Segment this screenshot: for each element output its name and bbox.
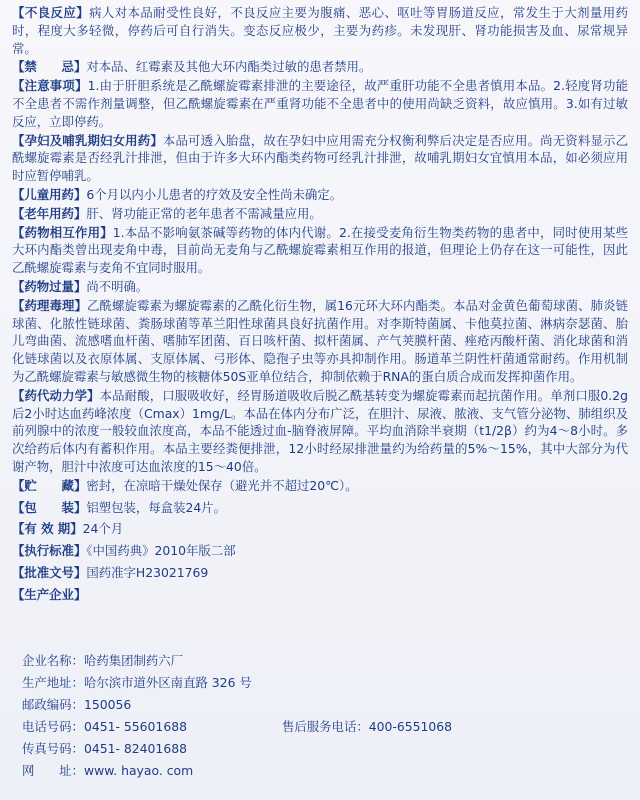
pharmacokinetics (12, 387, 628, 476)
precautions (12, 77, 628, 130)
geriatric-use (12, 205, 628, 223)
section-text: 1.由于肝胆系统是乙酰螺旋霉素排泄的主要途径，故严重肝功能不全患者慎用本品。2.轻度肾功能不全患者不需作剂量调整，但乙酰螺旋霉素在严重肾功能不全患者中的使用尚缺乏资料，故应慎用。3.如有过敏反应，立即停药。 (12, 78, 628, 129)
section-text: 对本品、红霉素及其他大环内酯类过敏的患者禁用。 (86, 59, 372, 75)
field-label: 邮政编码： (22, 697, 84, 712)
section-tag: 【包 装】 (12, 499, 87, 515)
standard (12, 542, 628, 560)
section-text: 乙酰螺旋霉素为螺旋霉素的乙酰化衍生物，属16元环大环内酯类。本品对金黄色葡萄球菌、肺炎链球菌、化脓性链球菌、粪肠球菌等革兰阳性球菌具良好抗菌作用。对李斯特菌属、卡他莫拉菌、淋病奈瑟菌、胎儿弯曲菌、流感嗜血杆菌、嗜肺军团菌、百日咳杆菌、拟杆菌属、产气荚膜杆菌、痤疮丙酸杆菌、消化球菌和消化链球菌以及衣原体属、支原体属、弓形体、隐孢子虫等亦具抑制作用。肠道革兰阴性杆菌通常耐药。作用机制为乙酰螺旋霉素与敏感微生物的核糖体50S亚单位结合，抑制依赖于RNA的蛋白质合成而发挥抑菌作用。 (12, 297, 628, 384)
section-tag: 【药代动力学】 (12, 387, 100, 403)
approval-number (12, 564, 628, 582)
field-label: 传真号码： (22, 741, 84, 756)
expiry (12, 520, 628, 538)
section-text: 病人对本品耐受性良好，不良反应主要为腹痛、恶心、呕吐等胃肠道反应，常发生于大剂量用药时，程度大多轻微，停药后可自行消失。变态反应极少，主要为药疹。未发现肝、肾功能损害及血、尿常规异常。 (12, 5, 629, 56)
manufacturer-info (22, 650, 628, 782)
service-phone-group (282, 716, 452, 738)
section-text: 《中国药典》2010年版二部 (86, 543, 236, 559)
fax-number: 0451- 82401688 (83, 741, 187, 756)
section-tag: 【老年用药】 (12, 205, 87, 221)
pharmacology-toxicology (12, 297, 628, 386)
storage (12, 477, 628, 495)
section-tag: 【药物过量】 (12, 278, 87, 294)
company-name-row (22, 650, 628, 672)
section-tag: 【贮 藏】 (12, 477, 87, 493)
phone-row (22, 716, 628, 738)
field-label: 企业名称： (22, 653, 84, 668)
section-tag: 【注意事项】 (12, 78, 88, 94)
section-text: 尚不明确。 (86, 278, 149, 294)
section-tag: 【药理毒理】 (12, 297, 88, 313)
website-row (22, 760, 628, 782)
pregnancy-lactation (12, 132, 628, 185)
postcode: 150056 (83, 697, 132, 712)
section-tag: 【执行标准】 (12, 543, 87, 559)
section-text: 本品耐酸，口服吸收好，经胃肠道吸收后脱乙酰基转变为螺旋霉素而起抗菌作用。单剂口服0.2g后2小时达血药峰浓度（Cmax）1mg/L。本品在体内分布广泛，在胆汁、尿液、脓液、支气管分泌物、肺组织及前列腺中的浓度一般较血浓度高，本品不能透过血-脑脊液屏障。平均血消除半衰期（t1/2β）约为4～8小时。多次给药后体内有蓄积作用。本品主要经粪便排泄，12小时经尿排泄量约为给药量的5%～15%，其中大部分为代谢产物，胆汁中浓度可达血浓度的15～40倍。 (12, 387, 628, 474)
section-tag: 【批准文号】 (12, 564, 87, 580)
service-phone: 400-6551068 (368, 719, 453, 734)
fax-row (22, 738, 628, 760)
section-tag: 【有 效 期】 (12, 521, 83, 537)
website: www. hayao. com (83, 763, 194, 778)
section-text: 国药准字H23021769 (86, 564, 209, 580)
packaging (12, 499, 628, 517)
field-label: 售后服务电话： (282, 719, 369, 734)
contraindications (12, 58, 628, 76)
field-label: 网 址： (22, 763, 84, 778)
section-text: 铝塑包装，每盒装24片。 (86, 499, 227, 515)
section-text: 本品可透入胎盘，故在孕妇中应用需充分权衡利弊后决定是否应用。尚无资料显示乙酰螺旋霉素是否经乳汁排泄，但由于许多大环内酯类药物可经乳汁排泄，故哺乳期妇女宜慎用本品，如必须应用时应暂停哺乳。 (12, 132, 629, 184)
section-tag: 【禁 忌】 (12, 59, 87, 75)
section-text: 24个月 (82, 521, 124, 537)
section-text: 密封，在凉暗干燥处保存（避光并不超过20℃）。 (86, 477, 358, 493)
address-row (22, 672, 628, 694)
manufacturer-heading (12, 586, 628, 604)
drug-interactions (12, 224, 628, 277)
overdose (12, 278, 628, 296)
field-label: 生产地址： (22, 675, 84, 690)
section-tag: 【药物相互作用】 (12, 224, 113, 240)
pediatric-use (12, 186, 628, 204)
company-name: 哈药集团制药六厂 (83, 653, 184, 668)
company-address: 哈尔滨市道外区南直路 326 号 (83, 675, 252, 690)
section-text: 肝、肾功能正常的老年患者不需减量应用。 (86, 205, 322, 221)
adverse-reactions (12, 4, 628, 57)
field-label: 电话号码： (22, 719, 84, 734)
section-text: 6个月以内小儿患者的疗效及安全性尚未确定。 (86, 186, 343, 202)
section-tag: 【孕妇及哺乳期妇女用药】 (12, 132, 163, 148)
postcode-row (22, 694, 628, 716)
section-text: 1.本品不影响氨茶碱等药物的体内代谢。2.在接受麦角衍生物类药物的患者中，同时使用某些大环内酯类曾出现麦角中毒，目前尚无麦角与乙酰螺旋霉素相互作用的报道，但理论上仍存在这一可能性，因此乙酰螺旋霉素与麦角不宜同时服用。 (12, 224, 628, 276)
section-tag: 【儿童用药】 (12, 186, 87, 202)
section-tag: 【不良反应】 (12, 5, 90, 20)
phone-number: 0451- 55601688 (83, 719, 187, 734)
section-tag: 【生产企业】 (12, 586, 87, 602)
